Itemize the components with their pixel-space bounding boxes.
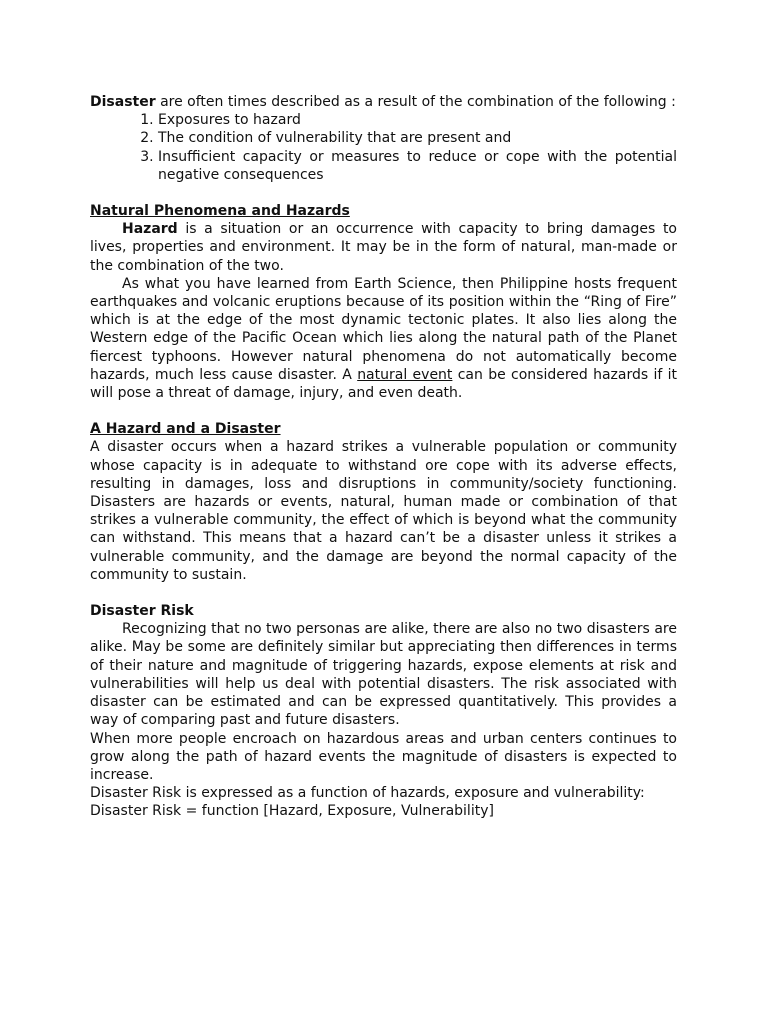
intro-lead-term: Disaster [90, 94, 156, 110]
disaster-risk-paragraph: Recognizing that no two personas are alike, there are also no two disasters are alike. May be some are definitely similar but appreciating then differences in terms of their nature and magnitude of triggering hazards, expose elements at risk and vulnerabilities will help us deal with potential disasters. The risk associated with disaster can be estimated and can be expressed quantitatively. This provides a way of comparing past and future disasters. [90, 621, 677, 729]
list-item: 3. Insufficient capacity or measures to reduce or cope with the potential negative consequences [158, 148, 677, 184]
list-item: 1. Exposures to hazard [158, 111, 677, 129]
hazard-paragraph [90, 220, 677, 275]
section-heading-disaster-risk: Disaster Risk [90, 603, 194, 620]
earth-science-tail: can be considered hazards if it will pose a threat of damage, injury, and even death. [90, 366, 677, 402]
intro-text: are often times described as a result of the combination of the following : [155, 94, 676, 110]
intro-list [90, 111, 677, 184]
hazard-disaster-paragraph: A disaster occurs when a hazard strikes a vulnerable population or community whose capacity is in adequate to withstand ore cope with its adverse effects, resulting in damages, loss and disruptions in community/society functioning. Disasters are hazards or events, natural, human made or combination of that strikes a vulnerable community, the effect of which is beyond what the community can withstand. This means that a hazard can’t be a disaster unless it strikes a vulnerable community, and the damage are beyond the normal capacity of the community to sustain. [90, 439, 677, 583]
document-body [90, 93, 677, 821]
list-item: 2. The condition of vulnerability that are present and [158, 129, 677, 147]
hazard-lead-term: Hazard [122, 221, 178, 238]
encroach-paragraph: When more people encroach on hazardous areas and urban centers continues to grow along the path of hazard events the magnitude of disasters is expected to increase. [90, 730, 677, 783]
natural-event-term: natural event [357, 366, 453, 383]
earth-science-paragraph [90, 275, 677, 402]
risk-function-intro: Disaster Risk is expressed as a function of hazards, exposure and vulnerability: [90, 785, 645, 802]
intro-paragraph [90, 93, 677, 111]
earth-science-text: As what you have learned from Earth Science, then Philippine hosts frequent earthquakes and volcanic eruptions because of its position within the “Ring of Fire” which is at the edge of the most dynamic tectonic plates. It also lies along the Western edge of the Pacific Ocean which lies along the natural path of the Planet fiercest typhoons. However natural phenomena do not automatically become hazards, much less cause disaster. A [90, 275, 677, 383]
section-heading-hazard-disaster: A Hazard and a Disaster [90, 421, 281, 438]
risk-formula: Disaster Risk = function [Hazard, Exposure, Vulnerability] [90, 803, 494, 820]
hazard-text: is a situation or an occurrence with capacity to bring damages to lives, properties and environment. It may be in the form of natural, man-made or the combination of the two. [90, 221, 677, 274]
section-heading-natural-phenomena: Natural Phenomena and Hazards [90, 203, 350, 220]
